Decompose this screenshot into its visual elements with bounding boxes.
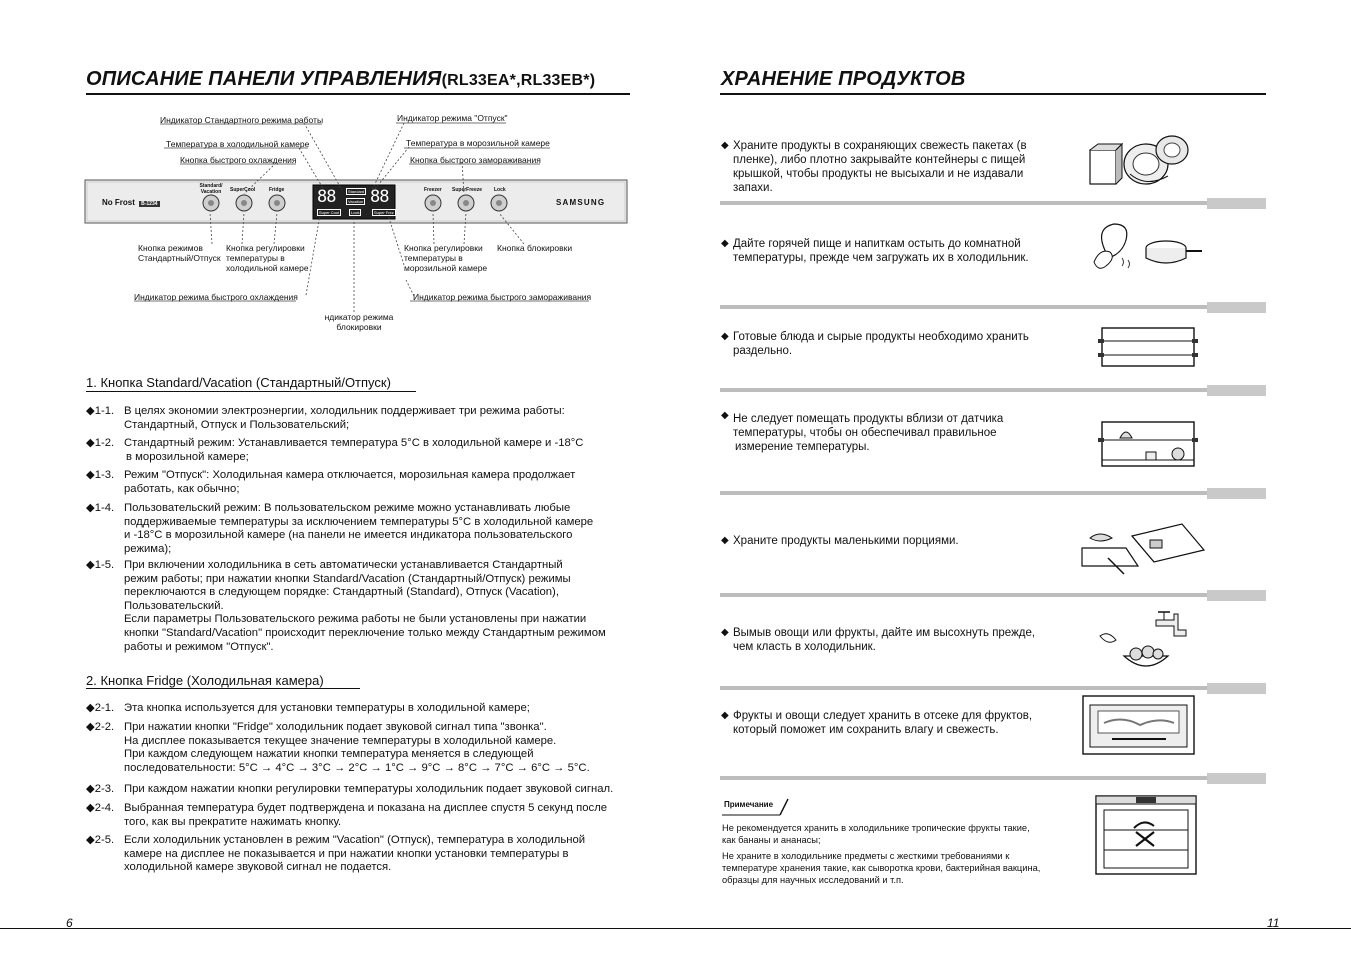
storage-item-5-line1: Храните продукты маленькими порциями. bbox=[733, 535, 959, 547]
item-1-2-line1: Стандартный режим: Устанавливается температура 5°C в холодильной камере и -18°C bbox=[124, 437, 584, 449]
label-standard-vacation bbox=[198, 184, 224, 195]
callout-freezer-temp: Температура в морозильной камере bbox=[406, 138, 550, 148]
storage-item-4-line3: измерение температуры. bbox=[735, 441, 870, 453]
panel-brand-text: No Frost bbox=[102, 198, 135, 207]
washed-vegetables-illustration bbox=[1094, 606, 1194, 676]
label-lock: Lock bbox=[494, 187, 506, 193]
label-supercool: SuperCool bbox=[230, 187, 256, 193]
left-title-models: (RL33EA*,RL33EB*) bbox=[441, 72, 596, 89]
item-1-4-line3: и -18°C в морозильной камере (на панели не имеется индикатора пользовательского bbox=[124, 529, 573, 542]
separator-4-tab bbox=[1207, 488, 1266, 499]
callout-fridge-adj bbox=[226, 243, 309, 273]
note-label: Примечание bbox=[724, 800, 774, 809]
panel-brand bbox=[102, 198, 160, 207]
separator-2 bbox=[720, 305, 1266, 309]
item-1-3-num: ◆1-3. bbox=[86, 469, 115, 481]
callout-lock-indicator-line2: блокировки bbox=[336, 322, 382, 332]
note-1-line1: Не рекомендуется хранить в холодильнике тропические фрукты такие, bbox=[722, 823, 1030, 833]
separator-3 bbox=[720, 388, 1266, 392]
item-2-2-num: ◆2-2. bbox=[86, 721, 115, 733]
callout-mode-button-line2: Стандартный/Отпуск bbox=[138, 253, 221, 263]
callout-fridge-adj-line1: Кнопка регулировки bbox=[226, 243, 305, 253]
item-1-5-line7: работы и режимом "Отпуск". bbox=[124, 640, 274, 653]
storage-item-5-text bbox=[733, 534, 959, 548]
separator-6 bbox=[720, 686, 1266, 690]
callout-fridge-adj-line2: температуры в bbox=[226, 253, 285, 263]
storage-item-3-line1: Готовые блюда и сырые продукты необходимо хранить bbox=[733, 331, 1029, 343]
item-2-4-num: ◆2-4. bbox=[86, 802, 115, 814]
display-supercool: Super Cool bbox=[319, 210, 340, 215]
item-1-3-line1: Режим "Отпуск": Холодильная камера отключается, морозильная камера продолжает bbox=[124, 469, 576, 481]
separator-5-tab bbox=[1207, 590, 1266, 601]
item-2-1-num: ◆2-1. bbox=[86, 702, 115, 714]
small-portions-illustration bbox=[1078, 518, 1206, 578]
storage-item-6-line2: чем класть в холодильник. bbox=[733, 641, 876, 653]
note-2-line1: Не храните в холодильнике предметы с жесткими требованиями к bbox=[722, 851, 1010, 861]
storage-item-7-text bbox=[733, 709, 1032, 737]
storage-item-1-line1: Храните продукты в сохраняющих свежесть пакетах (в bbox=[733, 140, 1027, 152]
callout-vacation-indicator: Индикатор режима "Отпуск" bbox=[397, 113, 508, 123]
callout-fast-freeze-indicator: Индикатор режима быстрого замораживания bbox=[413, 292, 592, 302]
display-digits-left: 88 bbox=[317, 187, 336, 207]
display-vacation: Vacation bbox=[348, 199, 364, 204]
storage-item-4-text bbox=[733, 412, 1003, 454]
separator-7-tab bbox=[1207, 773, 1266, 784]
item-1-3-text bbox=[124, 469, 575, 496]
storage-item-2-bullet: ◆ bbox=[721, 238, 729, 249]
item-2-1-line1: Эта кнопка используется для установки температуры в холодильной камере; bbox=[124, 702, 530, 714]
item-1-5-line6: кнопки "Standard/Vacation" происходит переключение только между Стандартным режимом bbox=[124, 626, 606, 639]
item-1-2-line2: в морозильной камере; bbox=[126, 450, 249, 463]
storage-item-3-bullet: ◆ bbox=[721, 331, 729, 342]
separator-3-tab bbox=[1207, 385, 1266, 396]
storage-item-7-line2: который поможет им сохранить влагу и свежесть. bbox=[733, 724, 999, 736]
callout-fridge-adj-line3: холодильной камере bbox=[226, 263, 309, 273]
callout-lock-indicator bbox=[322, 312, 396, 332]
storage-item-7-line1: Фрукты и овощи следует хранить в отсеке для фруктов, bbox=[733, 710, 1033, 722]
item-1-4-line2: поддерживаемые температуры за исключением температуры 5°C в холодильной камере bbox=[124, 515, 594, 528]
storage-item-1-bullet: ◆ bbox=[721, 140, 729, 151]
item-2-2-text bbox=[124, 721, 590, 775]
item-2-3-num: ◆2-3. bbox=[86, 783, 115, 795]
item-1-2-text bbox=[124, 437, 583, 464]
storage-item-7-bullet: ◆ bbox=[721, 710, 729, 721]
storage-item-2-text bbox=[733, 237, 1029, 265]
item-1-5-text bbox=[124, 559, 606, 654]
item-2-2-line4: последовательности: 5°C → 4°C → 3°C → 2°C → 1°C → 9°C → 8°C → 7°C → 6°C → 5°C. bbox=[124, 761, 590, 774]
callout-fridge-temp: Температура в холодильной камере bbox=[166, 139, 310, 149]
right-title-rule bbox=[720, 93, 1266, 95]
item-1-1-line2: Стандартный, Отпуск и Пользовательский; bbox=[124, 418, 350, 431]
panel-badge: B-1234 bbox=[141, 201, 158, 207]
item-2-4-text bbox=[124, 802, 607, 829]
display-digits-right: 88 bbox=[370, 187, 389, 207]
note-1-line2: как бананы и ананасы; bbox=[722, 835, 821, 845]
left-title-rule bbox=[86, 93, 630, 95]
control-panel-diagram bbox=[84, 110, 632, 342]
item-1-1-num: ◆1-1. bbox=[86, 405, 115, 417]
item-2-4-line1: Выбранная температура будет подтверждена и показана на дисплее спустя 5 секунд после bbox=[124, 802, 608, 814]
callout-mode-button bbox=[138, 243, 221, 263]
fridge-no-tropical-illustration bbox=[1094, 794, 1198, 876]
display-lock: Lock bbox=[351, 210, 360, 215]
temperature-sensor-illustration bbox=[1096, 418, 1200, 470]
item-2-2-line3: При каждом следующем нажатии кнопки температура меняется в следующей bbox=[124, 748, 534, 761]
item-2-5-line2: камере на дисплее не показывается и при нажатии кнопки установки температуры в bbox=[124, 847, 569, 860]
label-fridge: Fridge bbox=[269, 187, 285, 193]
item-1-1-text bbox=[124, 405, 565, 432]
item-1-5-line1: При включении холодильника в сеть автоматически устанавливается Стандартный bbox=[124, 559, 563, 571]
callout-std-mode-indicator: Индикатор Стандартного режима работы bbox=[160, 115, 324, 125]
label-standard: Standard/ bbox=[199, 183, 223, 189]
note-2 bbox=[722, 850, 1040, 886]
item-1-4-text bbox=[124, 502, 593, 556]
storage-item-6-line1: Вымыв овощи или фрукты, дайте им высохнуть прежде, bbox=[733, 627, 1036, 639]
item-2-5-text bbox=[124, 834, 585, 875]
item-1-5-line5: Если параметры Пользовательского режима работы не были установлены при нажатии bbox=[124, 613, 587, 626]
storage-item-2-line1: Дайте горячей пище и напиткам остыть до комнатной bbox=[733, 238, 1021, 250]
hot-food-illustration bbox=[1086, 218, 1204, 280]
fridge-shelves-illustration bbox=[1096, 325, 1200, 369]
callout-freezer-adj-line1: Кнопка регулировки bbox=[404, 243, 483, 253]
callout-lock-button: Кнопка блокировки bbox=[497, 243, 573, 253]
callout-freezer-adj-line3: морозильной камере bbox=[404, 263, 488, 273]
callout-mode-button-line1: Кнопка режимов bbox=[138, 243, 203, 253]
item-2-5-line1: Если холодильник установлен в режим "Vacation" (Отпуск), температура в холодильной bbox=[124, 834, 586, 846]
storage-item-2-line2: температуры, прежде чем загружать их в холодильник. bbox=[733, 252, 1029, 264]
separator-4 bbox=[720, 491, 1266, 495]
callout-fast-freeze-button: Кнопка быстрого замораживания bbox=[410, 155, 541, 165]
display-superfreeze: Super Frez bbox=[374, 210, 394, 215]
left-page-number: 6 bbox=[66, 916, 73, 930]
item-2-5-line3: холодильной камере звуковой сигнал не подается. bbox=[124, 861, 392, 874]
item-1-4-line4: режима); bbox=[124, 542, 172, 555]
item-2-2-line2: На дисплее показывается текущее значение температуры в холодильной камере. bbox=[124, 734, 557, 747]
label-superfreeze: SuperFreeze bbox=[452, 187, 483, 193]
storage-item-1-line3: крышкой, чтобы продукты не высыхали и не издавали bbox=[733, 168, 1024, 180]
storage-item-1-line4: запахи. bbox=[733, 182, 773, 194]
note-1 bbox=[722, 822, 1030, 846]
storage-item-4-line2: температуры, чтобы он обеспечивал правильное bbox=[733, 427, 997, 439]
item-2-3-line1: При каждом нажатии кнопки регулировки температуры холодильник подает звуковой сигнал. bbox=[124, 783, 614, 795]
item-2-3-text bbox=[124, 783, 613, 797]
storage-item-5-bullet: ◆ bbox=[721, 535, 729, 546]
label-vacation: Vacation bbox=[200, 188, 222, 195]
fruit-drawer-illustration bbox=[1082, 695, 1197, 757]
separator-6-tab bbox=[1207, 683, 1266, 694]
storage-item-1-text bbox=[733, 139, 1027, 195]
item-1-5-line2: режим работы; при нажатии кнопки Standard/Vacation (Стандартный/Отпуск) режимы bbox=[124, 572, 571, 585]
storage-item-1-line2: пленке), либо плотно закрывайте контейнеры с пищей bbox=[733, 154, 1026, 166]
separator-7 bbox=[720, 776, 1266, 780]
item-1-1-line1: В целях экономии электроэнергии, холодильник поддерживает три режима работы: bbox=[124, 405, 565, 417]
separator-5 bbox=[720, 593, 1266, 597]
note-2-line2: температуре хранения такие, как сыворотка крови, бактерийная вакцина, bbox=[722, 863, 1041, 873]
item-1-2-num: ◆1-2. bbox=[86, 437, 115, 449]
left-title-text: ОПИСАНИЕ ПАНЕЛИ УПРАВЛЕНИЯ bbox=[86, 68, 442, 90]
storage-item-3-text bbox=[733, 330, 1029, 358]
callout-freezer-adj bbox=[404, 243, 487, 273]
left-page-title bbox=[86, 68, 595, 91]
item-2-1-text bbox=[124, 702, 530, 716]
section1-underline bbox=[86, 391, 416, 392]
right-page-number: 11 bbox=[1267, 916, 1280, 930]
section1-heading: 1. Кнопка Standard/Vacation (Стандартный/Отпуск) bbox=[86, 375, 391, 390]
panel-logo: SAMSUNG bbox=[556, 198, 606, 207]
callout-fast-cool-button: Кнопка быстрого охлаждения bbox=[180, 155, 297, 165]
storage-item-4-bullet: ◆ bbox=[721, 410, 729, 421]
item-1-4-num: ◆1-4. bbox=[86, 502, 115, 514]
item-1-4-line1: Пользовательский режим: В пользовательском режиме можно устанавливать любые bbox=[124, 502, 571, 514]
storage-item-3-line2: раздельно. bbox=[733, 345, 793, 357]
right-page-title: ХРАНЕНИЕ ПРОДУКТОВ bbox=[721, 68, 966, 90]
display-standard: Standard bbox=[348, 189, 365, 194]
callout-lock-indicator-line1: ндикатор режима bbox=[324, 312, 394, 322]
note-2-line3: образцы для научных исследований и т.п. bbox=[722, 875, 904, 885]
footer-rule bbox=[0, 928, 1351, 929]
item-1-3-line2: работать, как обычно; bbox=[124, 482, 240, 495]
food-containers-illustration bbox=[1086, 128, 1194, 190]
separator-2-tab bbox=[1207, 302, 1266, 313]
section2-heading: 2. Кнопка Fridge (Холодильная камера) bbox=[86, 673, 324, 688]
storage-item-6-bullet: ◆ bbox=[721, 627, 729, 638]
label-freezer: Freezer bbox=[424, 187, 442, 193]
callout-fast-cool-indicator: Индикатор режима быстрого охлаждения bbox=[134, 292, 298, 302]
separator-1 bbox=[720, 201, 1266, 205]
item-2-5-num: ◆2-5. bbox=[86, 834, 115, 846]
item-1-5-num: ◆1-5. bbox=[86, 559, 115, 571]
storage-item-6-text bbox=[733, 626, 1035, 654]
callout-freezer-adj-line2: температуры в bbox=[404, 253, 463, 263]
separator-1-tab bbox=[1207, 198, 1266, 209]
storage-item-4-line1: Не следует помещать продукты вблизи от датчика bbox=[733, 413, 1004, 425]
item-1-5-line4: Пользовательский. bbox=[124, 599, 224, 612]
item-1-5-line3: переключаются в следующем порядке: Стандартный (Standard), Отпуск (Vacation), bbox=[124, 586, 559, 599]
section2-underline bbox=[86, 688, 360, 689]
item-2-4-line2: того, как вы прекратите нажимать кнопку. bbox=[124, 815, 342, 828]
item-2-2-line1: При нажатии кнопки "Fridge" холодильник подает звуковой сигнал типа "звонка". bbox=[124, 721, 547, 733]
